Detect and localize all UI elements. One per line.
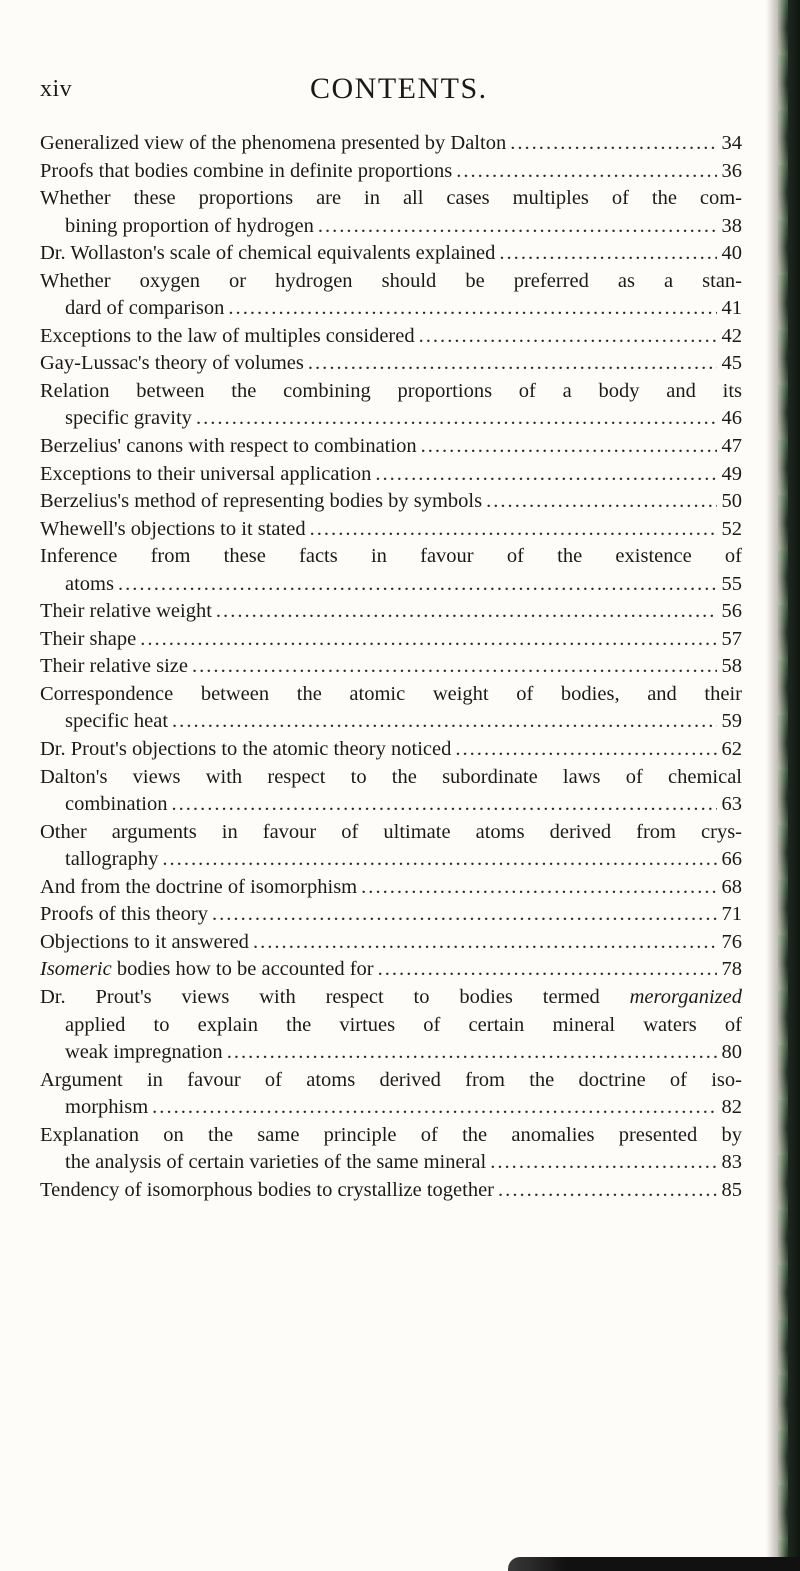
toc-entry (40, 681, 742, 736)
dot-leader (253, 929, 717, 957)
entry-page: 85 (721, 1178, 742, 1201)
entry-page: 56 (721, 600, 742, 623)
entry-page: 57 (721, 627, 742, 650)
toc-entry (40, 984, 742, 1067)
contents-list (40, 130, 742, 1204)
entry-title: morphism (65, 1096, 149, 1119)
dot-leader (375, 461, 717, 489)
entry-title: specific heat (65, 710, 169, 733)
entry-title: Generalized view of the phenomena presented by Dalton (40, 132, 507, 154)
entry-page: 50 (721, 490, 742, 513)
dot-leader (196, 405, 717, 433)
entry-title: combination (65, 793, 168, 816)
dot-leader (172, 708, 717, 736)
entry-title: Whewell's objections to it stated (40, 517, 306, 540)
toc-entry (40, 1122, 742, 1177)
page-header (40, 72, 760, 112)
toc-entry (40, 488, 742, 516)
toc-entry (40, 433, 742, 461)
dot-leader (510, 130, 717, 158)
dot-leader (498, 1177, 717, 1205)
toc-entry (40, 130, 742, 158)
entry-page: 36 (721, 159, 742, 182)
entry-title: Dr. Prout's objections to the atomic theory noticed (40, 738, 452, 761)
page-folio: xiv (40, 76, 73, 102)
dot-leader (152, 1094, 717, 1122)
toc-entry (40, 874, 742, 902)
dot-leader (310, 516, 717, 544)
entry-page: 58 (721, 655, 742, 678)
entry-title: Objections to it answered (40, 930, 249, 953)
toc-entry (40, 543, 742, 598)
entry-title-line: Inference from these facts in favour of the existence of (40, 545, 742, 568)
entry-title-rest: bodies how to be accounted for (111, 958, 374, 981)
entry-italic-term: merorganized (629, 985, 742, 1008)
toc-entry (40, 764, 742, 819)
entry-title-line: Relation between the combining proportions of a body and its (40, 379, 742, 402)
entry-page: 45 (721, 352, 742, 375)
toc-entry (40, 736, 742, 764)
entry-title: Their relative size (40, 655, 188, 678)
entry-page: 41 (721, 297, 742, 320)
toc-entry (40, 461, 742, 489)
running-title: CONTENTS. (310, 72, 488, 105)
entry-title: Proofs that bodies combine in definite proportions (40, 159, 453, 182)
dot-leader (216, 598, 717, 626)
entry-title-line: Correspondence between the atomic weight of bodies, and their (40, 682, 742, 705)
entry-page: 34 (721, 132, 742, 154)
entry-title: the analysis of certain varieties of the same mineral (65, 1151, 487, 1174)
entry-title: Tendency of isomorphous bodies to crystallize together (40, 1178, 495, 1201)
entry-page: 47 (721, 435, 742, 458)
toc-entry (40, 819, 742, 874)
entry-page: 71 (721, 903, 742, 926)
dot-leader (162, 846, 717, 874)
dot-leader (455, 736, 717, 764)
entry-title: bining proportion of hydrogen (65, 214, 314, 237)
entry-page: 76 (721, 930, 742, 953)
toc-entry (40, 1067, 742, 1122)
toc-entry (40, 653, 742, 681)
entry-page: 83 (721, 1151, 742, 1174)
entry-title-line: applied to explain the virtues of certain mineral waters of (65, 1013, 742, 1036)
toc-entry (40, 598, 742, 626)
toc-entry (40, 323, 742, 351)
dot-leader (318, 213, 717, 241)
toc-entry (40, 901, 742, 929)
entry-page: 59 (721, 710, 742, 733)
entry-title (40, 956, 374, 984)
entry-title: Their relative weight (40, 600, 212, 623)
dot-leader (456, 158, 717, 186)
entry-title: Exceptions to their universal application (40, 462, 372, 485)
entry-title: Exceptions to the law of multiples considered (40, 324, 415, 347)
entry-title-line: Argument in favour of atoms derived from the doctrine of iso- (40, 1068, 742, 1091)
entry-page: 55 (721, 572, 742, 595)
dot-leader (227, 1039, 717, 1067)
dot-leader (192, 653, 717, 681)
entry-title: weak impregnation (65, 1041, 223, 1064)
entry-page: 46 (721, 407, 742, 430)
entry-page: 52 (721, 517, 742, 540)
entry-title-line (40, 984, 742, 1012)
entry-title-line: Dalton's views with respect to the subordinate laws of chemical (40, 765, 742, 788)
entry-page: 68 (721, 875, 742, 898)
entry-title: Dr. Wollaston's scale of chemical equivalents explained (40, 242, 496, 265)
toc-entry (40, 240, 742, 268)
dot-leader (228, 295, 717, 323)
dot-leader (212, 901, 717, 929)
dot-leader (171, 791, 717, 819)
toc-entry (40, 185, 742, 240)
dot-leader (490, 1149, 717, 1177)
entry-title: atoms (65, 572, 114, 595)
entry-title: Proofs of this theory (40, 903, 208, 926)
dot-leader (419, 323, 717, 351)
dot-leader (378, 956, 717, 984)
dot-leader (308, 350, 717, 378)
entry-title: Gay-Lussac's theory of volumes (40, 352, 304, 375)
dot-leader (140, 626, 717, 654)
dot-leader (361, 874, 717, 902)
entry-page: 63 (721, 793, 742, 816)
toc-entry (40, 158, 742, 186)
entry-page: 42 (721, 324, 742, 347)
entry-title-line: Whether these proportions are in all cases multiples of the com- (40, 187, 742, 210)
entry-title: dard of comparison (65, 297, 225, 320)
entry-page: 66 (721, 848, 742, 871)
entry-page: 78 (721, 958, 742, 981)
dot-leader (118, 571, 717, 599)
entry-page: 80 (721, 1041, 742, 1064)
entry-title: Berzelius's method of representing bodies by symbols (40, 490, 483, 513)
entry-page: 40 (721, 242, 742, 265)
dot-leader (421, 433, 717, 461)
toc-entry (40, 516, 742, 544)
entry-title-part: Dr. Prout's views with respect to bodies termed (40, 985, 630, 1008)
entry-page: 62 (721, 738, 742, 761)
entry-title: Their shape (40, 627, 137, 650)
entry-page: 38 (721, 214, 742, 237)
toc-entry (40, 626, 742, 654)
toc-entry (40, 268, 742, 323)
dot-leader (486, 488, 717, 516)
entry-italic-term: Isomeric (40, 958, 112, 981)
entry-title-line: Whether oxygen or hydrogen should be preferred as a stan- (40, 269, 742, 292)
dot-leader (499, 240, 717, 268)
entry-title-line: Explanation on the same principle of the anomalies presented by (40, 1123, 742, 1146)
entry-title: And from the doctrine of isomorphism (40, 875, 358, 898)
entry-title: Berzelius' canons with respect to combination (40, 435, 417, 458)
toc-entry (40, 350, 742, 378)
toc-entry (40, 378, 742, 433)
entry-page: 49 (721, 462, 742, 485)
toc-entry (40, 956, 742, 984)
scan-edge-bar (508, 1557, 800, 1571)
page-edge-shadow (766, 0, 800, 1571)
toc-entry (40, 929, 742, 957)
entry-title: tallography (65, 848, 159, 871)
entry-title-line: Other arguments in favour of ultimate atoms derived from crys- (40, 820, 742, 843)
entry-title: specific gravity (65, 407, 192, 430)
entry-page: 82 (721, 1096, 742, 1119)
toc-entry (40, 1177, 742, 1205)
